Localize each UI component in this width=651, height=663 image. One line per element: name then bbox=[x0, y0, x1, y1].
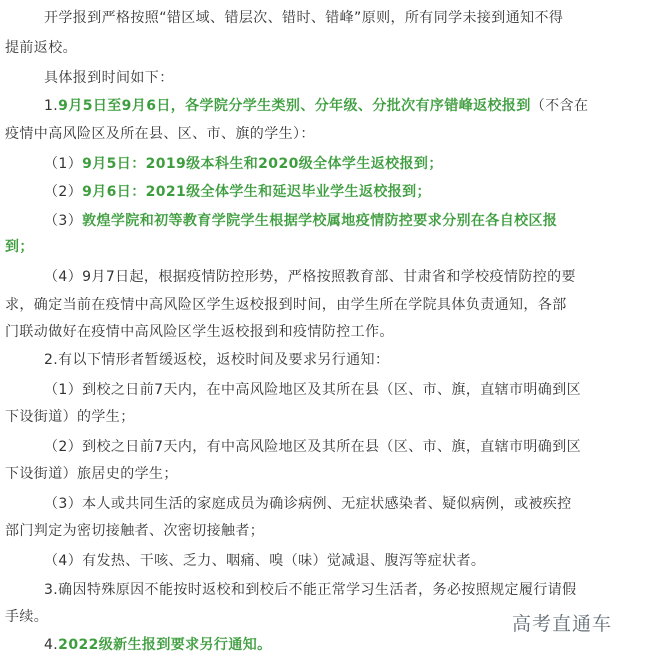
item2-sub2-line-1: （2）到校之日前7天内，有中高风险地区及其所在县（区、市、旗，直辖市明确到区 bbox=[44, 439, 582, 455]
item1-sub1 bbox=[44, 154, 443, 174]
item1-sub3-line-2: 到； bbox=[5, 239, 34, 255]
item1-sub1-number: （1） bbox=[44, 156, 83, 172]
item1-line-1 bbox=[44, 96, 588, 116]
item1-line-2: 疫情中高风险区及所在县、区、市、旗的学生）： bbox=[5, 126, 315, 142]
item1-sub4-line-1: （4）9月7日起，根据疫情防控形势，严格按照教育部、甘肃省和学校疫情防控的要 bbox=[44, 269, 576, 285]
item1-number: 1. bbox=[44, 98, 59, 114]
item3-line-2: 手续。 bbox=[5, 609, 49, 625]
item1-sub4-line-3: 门联动做好在疫情中高风险区学生返校报到和疫情防控工作。 bbox=[5, 324, 394, 340]
item2-sub3-line-1: （3）本人或共同生活的家庭成员为确诊病例、无症状感染者、疑似病例，或被疾控 bbox=[44, 496, 572, 512]
intro-line-1: 开学报到严格按照“错区域、错层次、错时、错峰”原则，所有同学未接到通知不得 bbox=[44, 10, 564, 26]
item4 bbox=[44, 635, 272, 655]
item1-rest: （不含在 bbox=[530, 98, 589, 114]
item1-sub2 bbox=[44, 182, 431, 202]
item2-sub3-line-2: 部门判定为密切接触者、次密切接触者； bbox=[5, 523, 265, 539]
item1-sub3-line-1 bbox=[44, 211, 557, 231]
item2-heading: 2.有以下情形者暂缓返校，返校时间及要求另行通知： bbox=[44, 352, 390, 368]
item1-sub3-text: 敦煌学院和初等教育学院学生根据学校属地疫情防控要求分别在各自校区报 bbox=[82, 213, 558, 229]
item1-sub2-number: （2） bbox=[44, 184, 83, 200]
item4-text: 2022级新生报到要求另行通知。 bbox=[58, 637, 272, 653]
item1-highlight: 9月5日至9月6日，各学院分学生类别、分年级、分批次有序错峰返校报到 bbox=[58, 98, 531, 114]
item3-line-1: 3.确因特殊原因不能按时返校和到校后不能正常学习生活者，务必按照规定履行请假 bbox=[44, 582, 577, 598]
item2-sub4: （4）有发热、干咳、乏力、咽痛、嗅（味）觉减退、腹泻等症状者。 bbox=[44, 553, 486, 569]
item1-sub2-text: 9月6日：2021级全体学生和延迟毕业学生返校报到； bbox=[82, 184, 431, 200]
item1-sub4-line-2: 求，确定当前在疫情中高风险区学生返校报到时间，由学生所在学院具体负责通知，各部 bbox=[5, 297, 567, 313]
watermark-text: 高考直通车 bbox=[512, 613, 613, 635]
item2-sub2-line-2: 下设街道）旅居史的学生； bbox=[5, 466, 178, 482]
item2-sub1-line-1: （1）到校之日前7天内，在中高风险地区及其所在县（区、市、旗，直辖市明确到区 bbox=[44, 382, 582, 398]
item4-number: 4. bbox=[44, 637, 59, 653]
intro-line-2: 提前返校。 bbox=[5, 40, 77, 56]
item1-sub3-number: （3） bbox=[44, 213, 83, 229]
item1-sub1-text: 9月5日：2019级本科生和2020级全体学生返校报到； bbox=[82, 156, 443, 172]
schedule-heading: 具体报到时间如下： bbox=[44, 70, 174, 86]
item2-sub1-line-2: 下设街道）的学生； bbox=[5, 409, 135, 425]
